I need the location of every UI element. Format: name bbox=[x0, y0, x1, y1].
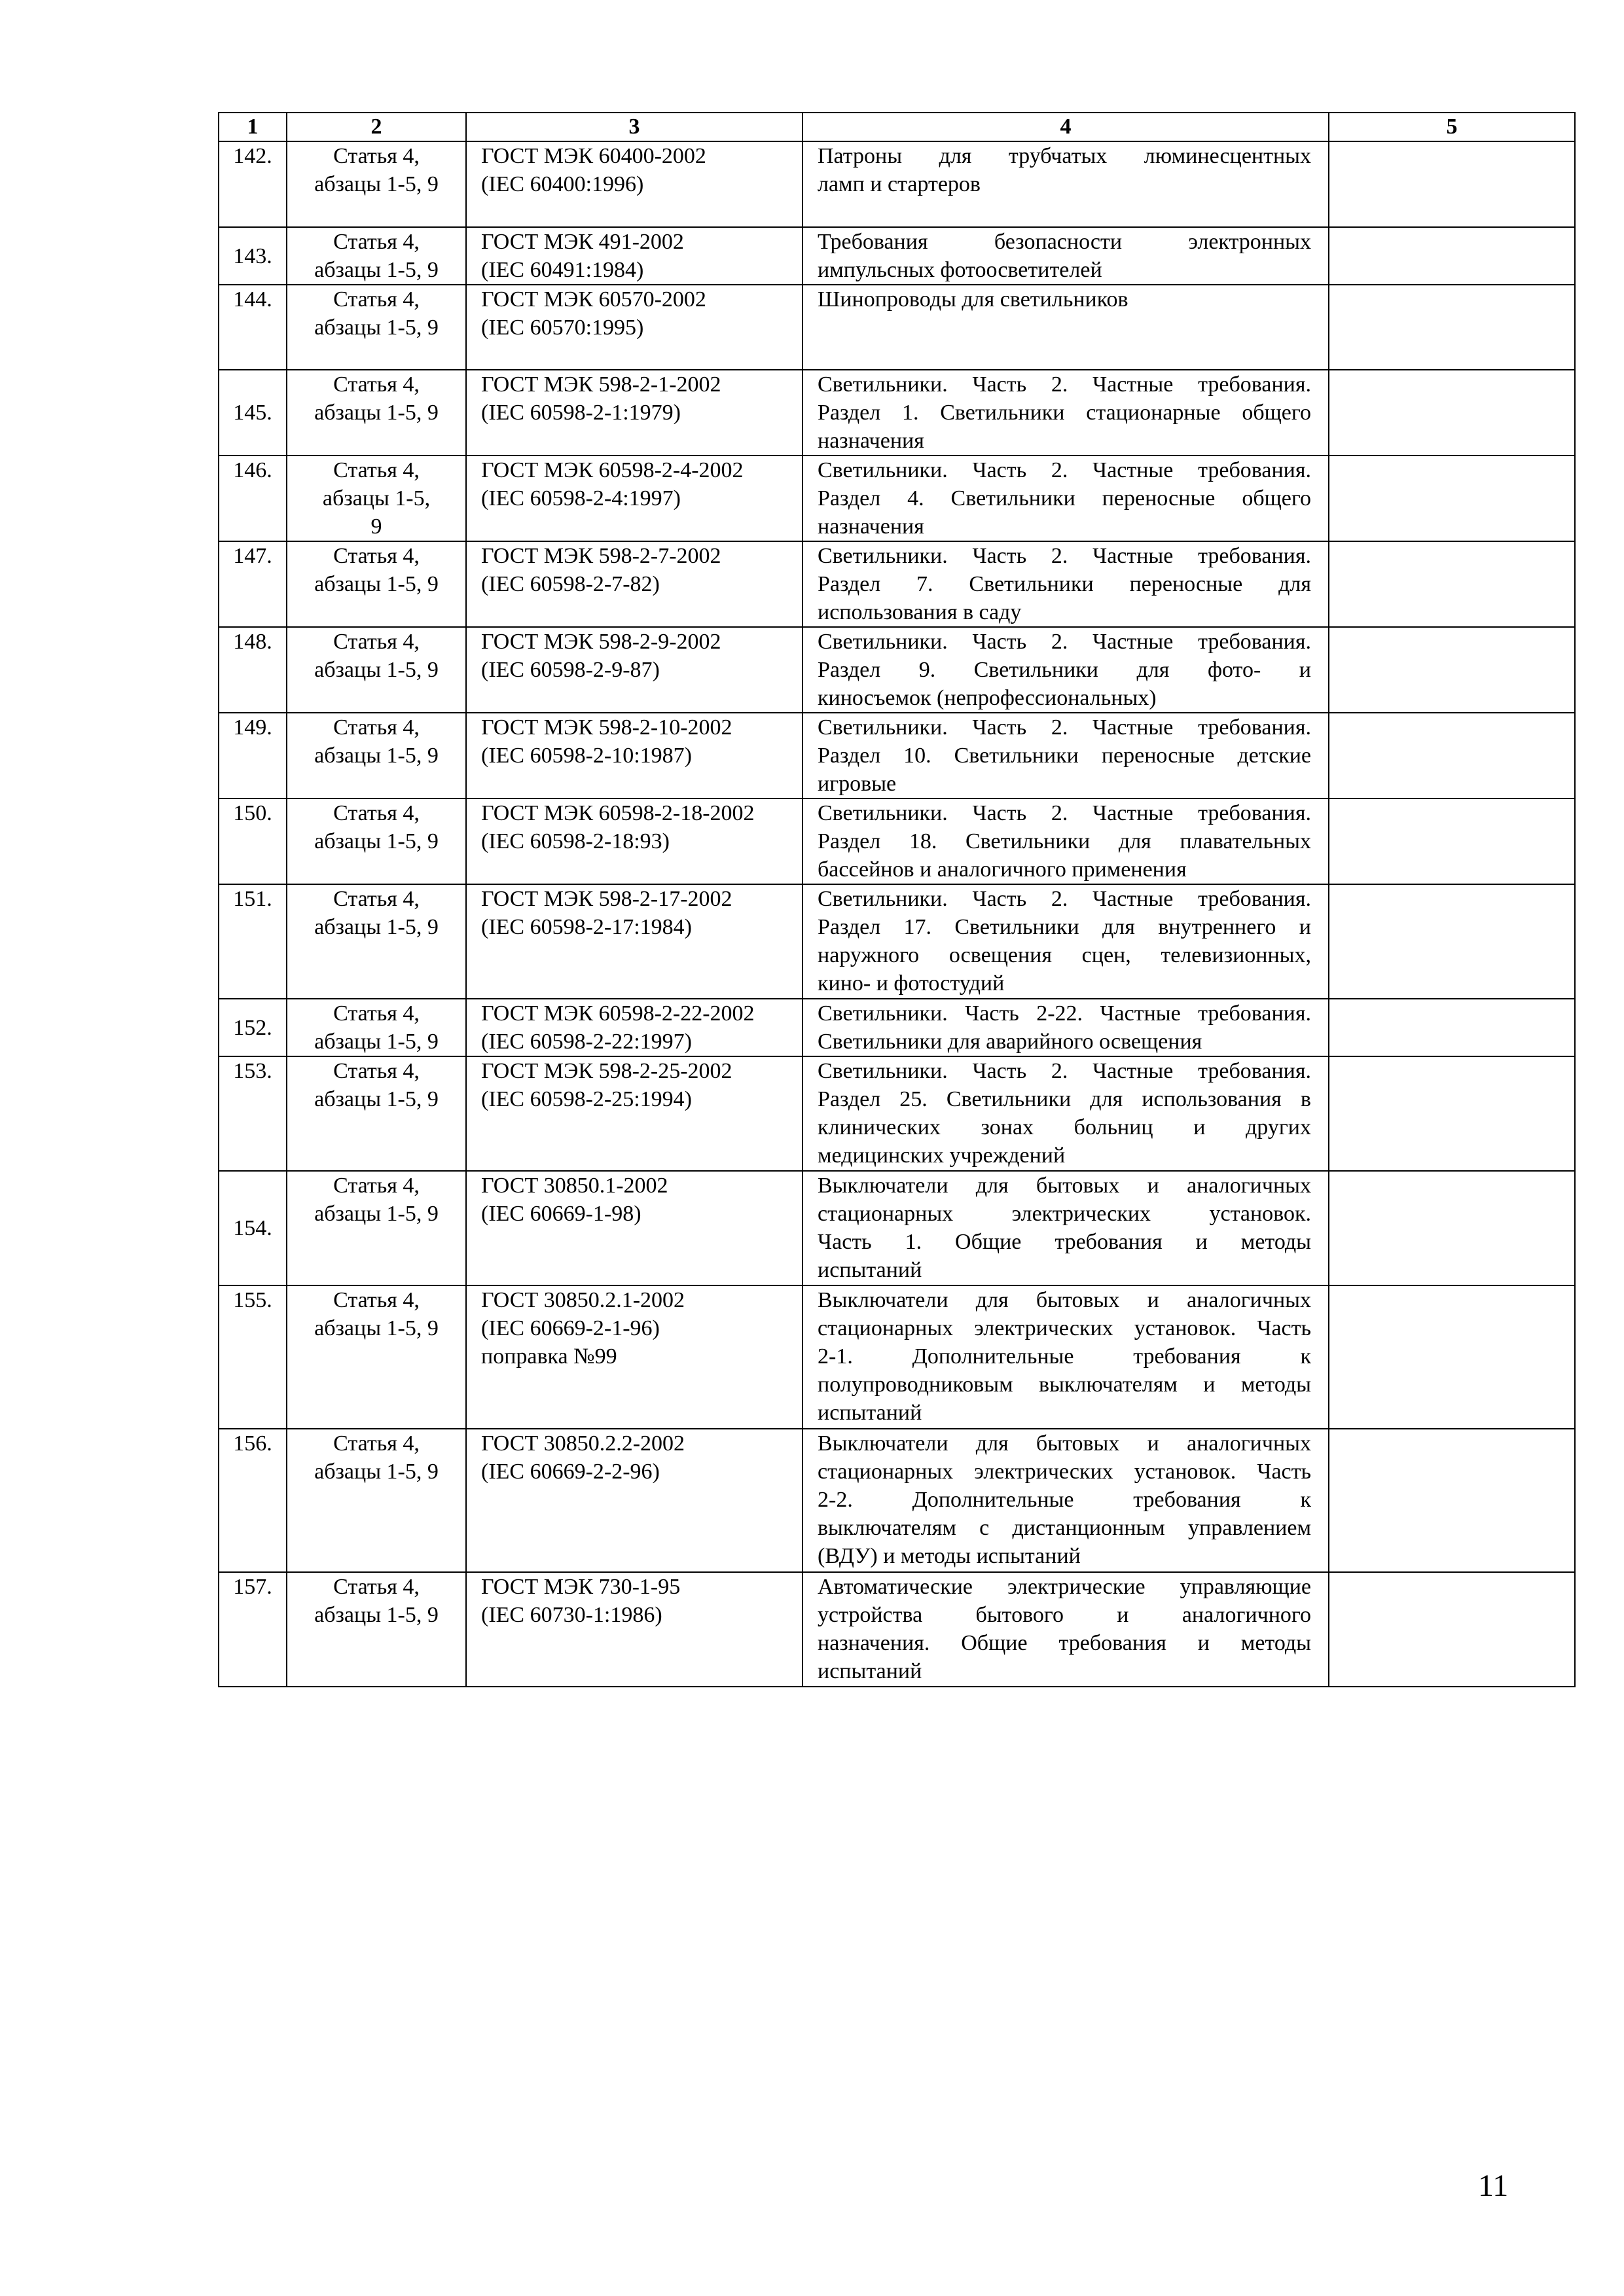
description-cell-line: Светильники. Часть 2. Частные требования. bbox=[818, 372, 1311, 397]
table-row bbox=[219, 1285, 1575, 1429]
standard-cell-line: ГОСТ МЭК 60570-2002 bbox=[481, 287, 706, 312]
header-cell: 4 bbox=[803, 113, 1329, 141]
article-cell bbox=[287, 456, 466, 541]
article-cell-line: Статья 4, bbox=[333, 1001, 420, 1026]
table-row bbox=[219, 1429, 1575, 1572]
description-cell-line: Раздел 1. Светильники стационарные общего bbox=[818, 401, 1311, 425]
table-row bbox=[219, 227, 1575, 285]
article-cell bbox=[287, 999, 466, 1056]
article-cell bbox=[287, 713, 466, 798]
row-number-cell: 147. bbox=[219, 541, 287, 627]
description-cell bbox=[803, 1171, 1329, 1285]
description-cell-line: полупроводниковым выключателям и методы bbox=[818, 1372, 1311, 1397]
row-number-cell: 145. bbox=[219, 370, 287, 456]
article-cell bbox=[287, 1171, 466, 1285]
article-cell bbox=[287, 141, 466, 227]
description-cell bbox=[803, 713, 1329, 798]
row-number-cell: 153. bbox=[219, 1056, 287, 1171]
standard-cell-line: ГОСТ 30850.2.2-2002 bbox=[481, 1431, 685, 1456]
table-row bbox=[219, 456, 1575, 541]
standard-cell bbox=[466, 370, 803, 456]
description-cell-line: устройства бытового и аналогичного bbox=[818, 1603, 1311, 1627]
standard-cell-line: ГОСТ МЭК 60598-2-18-2002 bbox=[481, 801, 755, 825]
description-cell bbox=[803, 999, 1329, 1056]
row-number-cell: 146. bbox=[219, 456, 287, 541]
article-cell-line: Статья 4, bbox=[333, 544, 420, 568]
row-number-cell: 155. bbox=[219, 1285, 287, 1429]
article-cell bbox=[287, 1056, 466, 1171]
standard-cell-line: (IEC 60400:1996) bbox=[481, 172, 644, 196]
description-cell-line: Светильники. Часть 2. Частные требования. bbox=[818, 1059, 1311, 1083]
description-cell-line: игровые bbox=[818, 772, 897, 796]
standards-table bbox=[218, 112, 1576, 1687]
article-cell bbox=[287, 798, 466, 884]
description-cell-line: Светильники. Часть 2. Частные требования. bbox=[818, 544, 1311, 568]
description-cell-line: Часть 1. Общие требования и методы bbox=[818, 1230, 1311, 1254]
row-number-cell: 142. bbox=[219, 141, 287, 227]
article-cell bbox=[287, 627, 466, 713]
description-cell-line: Раздел 9. Светильники для фото- и bbox=[818, 658, 1311, 682]
article-cell bbox=[287, 1285, 466, 1429]
standard-cell-line: ГОСТ МЭК 730-1-95 bbox=[481, 1575, 681, 1599]
article-cell-line: абзацы 1-5, 9 bbox=[314, 572, 439, 596]
standard-cell-line: (IEC 60598-2-25:1994) bbox=[481, 1087, 693, 1111]
article-cell-line: Статья 4, bbox=[333, 630, 420, 654]
note-cell bbox=[1329, 1572, 1575, 1687]
article-cell-line: Статья 4, bbox=[333, 801, 420, 825]
row-number-cell: 151. bbox=[219, 884, 287, 999]
article-cell-line: Статья 4, bbox=[333, 1288, 420, 1312]
note-cell bbox=[1329, 999, 1575, 1056]
standard-cell bbox=[466, 798, 803, 884]
standard-cell-line: ГОСТ МЭК 598-2-1-2002 bbox=[481, 372, 721, 397]
standard-cell-line: (IEC 60598-2-9-87) bbox=[481, 658, 660, 682]
description-cell-line: Автоматические электрические управляющие bbox=[818, 1575, 1311, 1599]
description-cell-line: Выключатели для бытовых и аналогичных bbox=[818, 1431, 1311, 1456]
description-cell-line: стационарных электрических установок. bbox=[818, 1202, 1311, 1226]
standard-cell bbox=[466, 285, 803, 370]
article-cell-line: Статья 4, bbox=[333, 458, 420, 482]
row-number-cell: 150. bbox=[219, 798, 287, 884]
description-cell bbox=[803, 1572, 1329, 1687]
note-cell bbox=[1329, 884, 1575, 999]
description-cell-line: Светильники. Часть 2. Частные требования. bbox=[818, 887, 1311, 911]
note-cell bbox=[1329, 541, 1575, 627]
description-cell-line: ламп и стартеров bbox=[818, 172, 981, 196]
description-cell bbox=[803, 370, 1329, 456]
description-cell-line: испытаний bbox=[818, 1401, 922, 1425]
article-cell bbox=[287, 1429, 466, 1572]
standard-cell bbox=[466, 141, 803, 227]
article-cell-line: абзацы 1-5, 9 bbox=[314, 829, 439, 853]
standard-cell-line: (IEC 60598-2-17:1984) bbox=[481, 915, 693, 939]
article-cell bbox=[287, 370, 466, 456]
description-cell-line: импульсных фотоосветителей bbox=[818, 258, 1102, 282]
table-row bbox=[219, 1056, 1575, 1171]
standard-cell-line: (IEC 60669-1-98) bbox=[481, 1202, 641, 1226]
standard-cell-line: (IEC 60598-2-22:1997) bbox=[481, 1030, 693, 1054]
description-cell-line: Светильники. Часть 2. Частные требования. bbox=[818, 715, 1311, 740]
standard-cell bbox=[466, 884, 803, 999]
description-cell bbox=[803, 456, 1329, 541]
row-number-cell: 144. bbox=[219, 285, 287, 370]
standard-cell-line: ГОСТ МЭК 491-2002 bbox=[481, 230, 684, 254]
description-cell-line: испытаний bbox=[818, 1659, 922, 1683]
standard-cell bbox=[466, 999, 803, 1056]
description-cell-line: стационарных электрических установок. Часть bbox=[818, 1460, 1311, 1484]
note-cell bbox=[1329, 370, 1575, 456]
description-cell-line: (ВДУ) и методы испытаний bbox=[818, 1544, 1081, 1568]
article-cell bbox=[287, 285, 466, 370]
description-cell-line: Патроны для трубчатых люминесцентных bbox=[818, 144, 1311, 168]
row-number-cell: 154. bbox=[219, 1171, 287, 1285]
note-cell bbox=[1329, 141, 1575, 227]
description-cell bbox=[803, 798, 1329, 884]
standard-cell-line: (IEC 60570:1995) bbox=[481, 315, 644, 340]
description-cell-line: Светильники. Часть 2. Частные требования. bbox=[818, 801, 1311, 825]
article-cell-line: абзацы 1-5, 9 bbox=[314, 258, 439, 282]
article-cell-line: Статья 4, bbox=[333, 1059, 420, 1083]
article-cell-line: абзацы 1-5, 9 bbox=[314, 1316, 439, 1340]
description-cell-line: медицинских учреждений bbox=[818, 1143, 1066, 1168]
article-cell bbox=[287, 1572, 466, 1687]
description-cell bbox=[803, 141, 1329, 227]
article-cell-line: абзацы 1-5, 9 bbox=[314, 172, 439, 196]
article-cell bbox=[287, 884, 466, 999]
row-number-cell: 148. bbox=[219, 627, 287, 713]
article-cell-line: Статья 4, bbox=[333, 372, 420, 397]
description-cell-line: выключателям с дистанционным управлением bbox=[818, 1516, 1311, 1540]
description-cell-line: Светильники. Часть 2. Частные требования. bbox=[818, 458, 1311, 482]
description-cell bbox=[803, 1429, 1329, 1572]
table-header-row bbox=[219, 113, 1575, 141]
article-cell-line: абзацы 1-5, 9 bbox=[314, 1202, 439, 1226]
description-cell-line: Шинопроводы для светильников bbox=[818, 287, 1128, 312]
standard-cell bbox=[466, 227, 803, 285]
standard-cell-line: (IEC 60598-2-4:1997) bbox=[481, 486, 681, 511]
description-cell-line: Требования безопасности электронных bbox=[818, 230, 1311, 254]
article-cell-line: абзацы 1-5, 9 bbox=[314, 915, 439, 939]
note-cell bbox=[1329, 1056, 1575, 1171]
description-cell-line: наружного освещения сцен, телевизионных, bbox=[818, 943, 1311, 967]
note-cell bbox=[1329, 1285, 1575, 1429]
article-cell-line: Статья 4, bbox=[333, 144, 420, 168]
article-cell bbox=[287, 227, 466, 285]
standard-cell-line: ГОСТ МЭК 60400-2002 bbox=[481, 144, 706, 168]
row-number-cell: 156. bbox=[219, 1429, 287, 1572]
table-row bbox=[219, 1171, 1575, 1285]
article-cell-line: абзацы 1-5, 9 bbox=[314, 1603, 439, 1627]
description-cell-line: назначения bbox=[818, 514, 924, 539]
standard-cell bbox=[466, 713, 803, 798]
description-cell-line: Выключатели для бытовых и аналогичных bbox=[818, 1174, 1311, 1198]
article-cell bbox=[287, 541, 466, 627]
description-cell-line: назначения bbox=[818, 429, 924, 453]
description-cell bbox=[803, 627, 1329, 713]
note-cell bbox=[1329, 627, 1575, 713]
description-cell-line: Раздел 7. Светильники переносные для bbox=[818, 572, 1311, 596]
article-cell-line: абзацы 1-5, bbox=[322, 486, 431, 511]
standard-cell-line: ГОСТ 30850.1-2002 bbox=[481, 1174, 668, 1198]
description-cell-line: испытаний bbox=[818, 1258, 922, 1282]
standard-cell-line: (IEC 60598-2-10:1987) bbox=[481, 744, 693, 768]
standard-cell-line: (IEC 60598-2-1:1979) bbox=[481, 401, 681, 425]
description-cell-line: клинических зонах больниц и других bbox=[818, 1115, 1311, 1139]
standard-cell-line: ГОСТ МЭК 598-2-9-2002 bbox=[481, 630, 721, 654]
standard-cell bbox=[466, 1572, 803, 1687]
description-cell-line: Раздел 10. Светильники переносные детские bbox=[818, 744, 1311, 768]
standard-cell-line: ГОСТ 30850.2.1-2002 bbox=[481, 1288, 685, 1312]
header-cell: 2 bbox=[287, 113, 466, 141]
description-cell-line: Светильники. Часть 2-22. Частные требования. bbox=[818, 1001, 1311, 1026]
note-cell bbox=[1329, 1429, 1575, 1572]
article-cell-line: абзацы 1-5, 9 bbox=[314, 658, 439, 682]
description-cell bbox=[803, 541, 1329, 627]
standard-cell-line: ГОСТ МЭК 598-2-17-2002 bbox=[481, 887, 732, 911]
table-row bbox=[219, 884, 1575, 999]
note-cell bbox=[1329, 285, 1575, 370]
table-row bbox=[219, 285, 1575, 370]
description-cell-line: кино- и фотостудий bbox=[818, 971, 1005, 996]
article-cell-line: абзацы 1-5, 9 bbox=[314, 744, 439, 768]
note-cell bbox=[1329, 798, 1575, 884]
standard-cell-line: ГОСТ МЭК 598-2-10-2002 bbox=[481, 715, 732, 740]
note-cell bbox=[1329, 456, 1575, 541]
standard-cell bbox=[466, 456, 803, 541]
standard-cell bbox=[466, 541, 803, 627]
article-cell-line: абзацы 1-5, 9 bbox=[314, 1030, 439, 1054]
standard-cell bbox=[466, 627, 803, 713]
article-cell-line: Статья 4, bbox=[333, 230, 420, 254]
header-cell: 3 bbox=[466, 113, 803, 141]
description-cell-line: 2-1. Дополнительные требования к bbox=[818, 1344, 1311, 1369]
description-cell bbox=[803, 1056, 1329, 1171]
standard-cell bbox=[466, 1429, 803, 1572]
description-cell-line: Светильники. Часть 2. Частные требования. bbox=[818, 630, 1311, 654]
description-cell-line: Светильники для аварийного освещения bbox=[818, 1030, 1202, 1054]
description-cell bbox=[803, 285, 1329, 370]
table-row bbox=[219, 627, 1575, 713]
standard-cell-line: (IEC 60669-2-2-96) bbox=[481, 1460, 660, 1484]
standard-cell-line: (IEC 60598-2-7-82) bbox=[481, 572, 660, 596]
table-row bbox=[219, 798, 1575, 884]
table-row bbox=[219, 141, 1575, 227]
standard-cell bbox=[466, 1171, 803, 1285]
note-cell bbox=[1329, 713, 1575, 798]
standard-cell-line: ГОСТ МЭК 60598-2-4-2002 bbox=[481, 458, 744, 482]
header-cell: 1 bbox=[219, 113, 287, 141]
description-cell-line: стационарных электрических установок. Часть bbox=[818, 1316, 1311, 1340]
standard-cell-line: ГОСТ МЭК 60598-2-22-2002 bbox=[481, 1001, 755, 1026]
standard-cell-line: (IEC 60598-2-18:93) bbox=[481, 829, 670, 853]
page-number: 11 bbox=[1478, 2168, 1509, 2203]
standard-cell-line: ГОСТ МЭК 598-2-25-2002 bbox=[481, 1059, 732, 1083]
standard-cell-line: поправка №99 bbox=[481, 1344, 617, 1369]
article-cell-line: абзацы 1-5, 9 bbox=[314, 315, 439, 340]
description-cell-line: Раздел 18. Светильники для плавательных bbox=[818, 829, 1311, 853]
row-number-cell: 149. bbox=[219, 713, 287, 798]
description-cell-line: бассейнов и аналогичного применения bbox=[818, 857, 1187, 882]
description-cell-line: назначения. Общие требования и методы bbox=[818, 1631, 1311, 1655]
note-cell bbox=[1329, 1171, 1575, 1285]
row-number-cell: 157. bbox=[219, 1572, 287, 1687]
description-cell bbox=[803, 884, 1329, 999]
standard-cell bbox=[466, 1285, 803, 1429]
note-cell bbox=[1329, 227, 1575, 285]
standard-cell-line: (IEC 60730-1:1986) bbox=[481, 1603, 662, 1627]
description-cell-line: Выключатели для бытовых и аналогичных bbox=[818, 1288, 1311, 1312]
row-number-cell: 152. bbox=[219, 999, 287, 1056]
table-row bbox=[219, 713, 1575, 798]
description-cell-line: использования в саду bbox=[818, 600, 1022, 624]
row-number-cell: 143. bbox=[219, 227, 287, 285]
description-cell-line: киносъемок (непрофессиональных) bbox=[818, 686, 1157, 710]
article-cell-line: Статья 4, bbox=[333, 1431, 420, 1456]
header-cell: 5 bbox=[1329, 113, 1575, 141]
standard-cell-line: ГОСТ МЭК 598-2-7-2002 bbox=[481, 544, 721, 568]
description-cell bbox=[803, 1285, 1329, 1429]
article-cell-line: Статья 4, bbox=[333, 1575, 420, 1599]
article-cell-line: абзацы 1-5, 9 bbox=[314, 1460, 439, 1484]
standard-cell bbox=[466, 1056, 803, 1171]
article-cell-line: абзацы 1-5, 9 bbox=[314, 401, 439, 425]
article-cell-line: Статья 4, bbox=[333, 287, 420, 312]
table-row bbox=[219, 1572, 1575, 1687]
description-cell-line: Раздел 25. Светильники для использования в bbox=[818, 1087, 1311, 1111]
description-cell-line: Раздел 17. Светильники для внутреннего и bbox=[818, 915, 1311, 939]
standard-cell-line: (IEC 60669-2-1-96) bbox=[481, 1316, 660, 1340]
standard-cell-line: (IEC 60491:1984) bbox=[481, 258, 644, 282]
article-cell-line: Статья 4, bbox=[333, 1174, 420, 1198]
article-cell-line: Статья 4, bbox=[333, 887, 420, 911]
article-cell-line: 9 bbox=[370, 514, 382, 539]
table-row bbox=[219, 541, 1575, 627]
table-row bbox=[219, 999, 1575, 1056]
description-cell bbox=[803, 227, 1329, 285]
description-cell-line: 2-2. Дополнительные требования к bbox=[818, 1488, 1311, 1512]
table-body bbox=[219, 113, 1575, 1687]
table-row bbox=[219, 370, 1575, 456]
article-cell-line: Статья 4, bbox=[333, 715, 420, 740]
article-cell-line: абзацы 1-5, 9 bbox=[314, 1087, 439, 1111]
description-cell-line: Раздел 4. Светильники переносные общего bbox=[818, 486, 1311, 511]
